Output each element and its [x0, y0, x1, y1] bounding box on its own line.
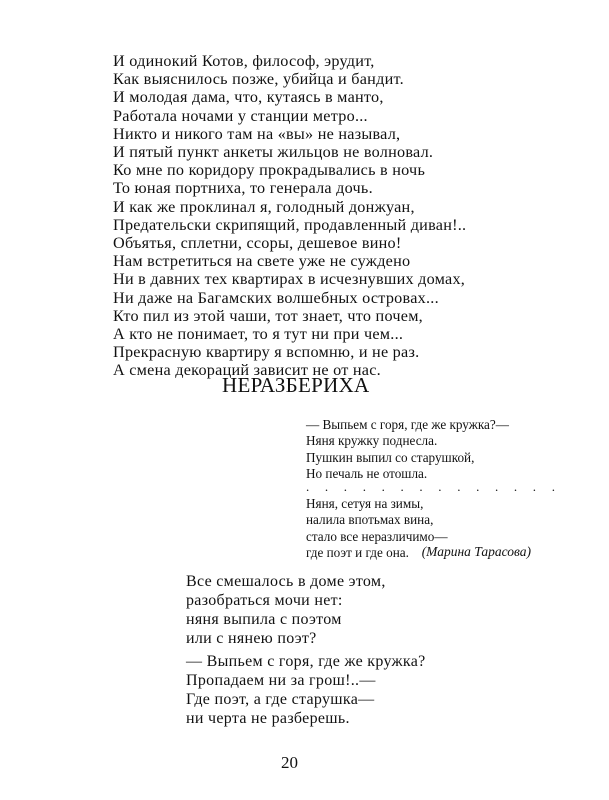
verse-line: Кто пил из этой чаши, тот знает, что почем, — [113, 306, 423, 325]
verse-line: Пропадаем ни за грош!..— — [186, 672, 376, 689]
epigraph-ellipsis-dots: . . . . . . . . . . . . . . — [306, 479, 562, 494]
verse-line: И молодая дама, что, кутаясь в манто, — [113, 88, 384, 107]
verse-line: Все смешалось в доме этом, — [186, 573, 386, 590]
verse-line: Пушкин выпил со старушкой, — [306, 449, 475, 465]
verse-line: И одинокий Котов, философ, эрудит, — [113, 52, 375, 70]
page-number: 20 — [281, 753, 298, 772]
poem-stanza-2 — [186, 652, 426, 728]
verse-line: Предательски скрипящий, продавленный диван!.. — [113, 215, 467, 234]
verse-line: Никто и никого там на «вы» не называл, — [113, 124, 401, 143]
verse-line: где поэт и где она. — [306, 545, 409, 561]
verse-line: Где поэт, а где старушка— — [186, 691, 375, 708]
verse-line: няня выпила с поэтом — [186, 611, 342, 628]
verse-line: Ко мне по коридору прокрадывались в ночь — [113, 161, 426, 180]
verse-line: А кто не понимает, то я тут ни при чем... — [113, 325, 404, 344]
verse-line: Объятья, сплетни, ссоры, дешевое вино! — [113, 234, 402, 253]
verse-line: Няня, сетуя на зимы, — [306, 496, 424, 511]
verse-line: Работала ночами у станции метро... — [113, 106, 368, 125]
verse-line: разобраться мочи нет: — [186, 592, 343, 609]
verse-line: Но печаль не отошла. — [306, 466, 428, 482]
verse-line: То юная портниха, то генерала дочь. — [113, 179, 373, 198]
verse-line: ни черта не разберешь. — [186, 710, 350, 727]
verse-line: Ни в давних тех квартирах в исчезнувших домах, — [113, 270, 466, 289]
epigraph-stanza-1 — [306, 417, 509, 483]
verse-line: налила впотьмах вина, — [306, 512, 434, 528]
verse-line: И пятый пункт анкеты жильцов не волновал. — [113, 143, 434, 162]
poem-top — [113, 52, 466, 380]
verse-line: Нам встретиться на свете уже не суждено — [113, 252, 411, 271]
verse-line: Прекрасную квартиру я вспомню, и не раз. — [113, 343, 420, 362]
poem-title: НЕРАЗБЕРИХА — [222, 373, 370, 397]
verse-line: или с нянею поэт? — [186, 630, 317, 647]
verse-line: Няня кружку поднесла. — [306, 433, 438, 449]
poem-stanza-1 — [186, 572, 386, 648]
verse-line: стало все неразличимо— — [306, 528, 448, 544]
verse-line: Ни даже на Багамских волшебных островах... — [113, 288, 439, 307]
verse-line: И как же проклинал я, голодный донжуан, — [113, 197, 415, 216]
verse-line: — Выпьем с горя, где же кружка?— — [306, 417, 509, 432]
verse-line: А смена декораций зависит не от нас. — [113, 361, 381, 380]
epigraph-attribution: (Марина Тарасова) — [421, 544, 531, 559]
verse-line: Как выяснилось позже, убийца и бандит. — [113, 70, 404, 89]
verse-line: — Выпьем с горя, где же кружка? — [186, 653, 426, 670]
